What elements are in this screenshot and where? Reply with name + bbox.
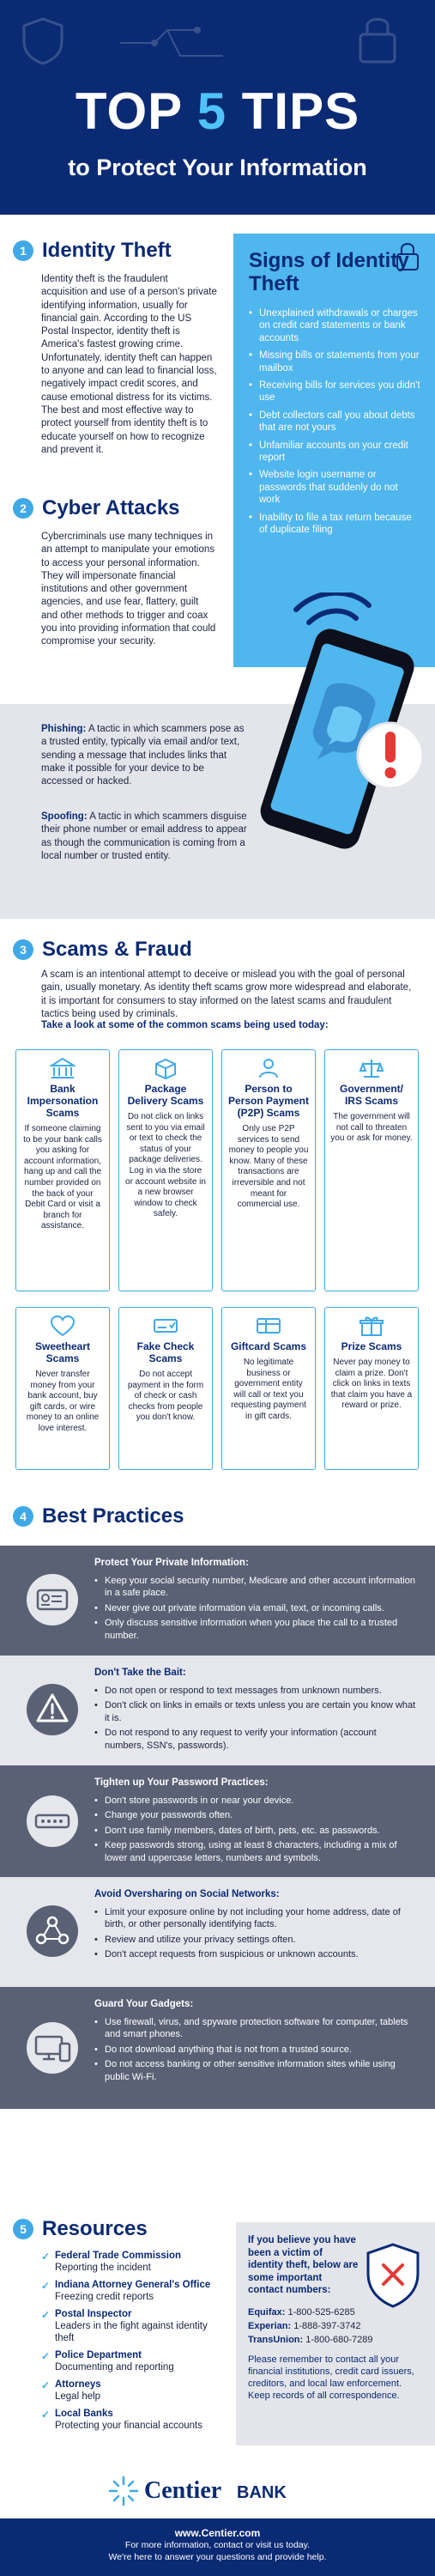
scam-card-prize (324, 1307, 419, 1470)
list-item: • Use firewall, virus, and spyware protection software for computer, tablets and smart phones. (94, 2016, 416, 2041)
resource-desc: Legal help (55, 2391, 101, 2402)
block-title: Don't Take the Bait: (94, 1668, 186, 1678)
list-item (41, 2250, 221, 2274)
phishing-text (41, 723, 247, 788)
devices-icon (26, 2021, 79, 2075)
cyber-body: Cybercriminals use many techniques in an attempt to manipulate your emotions to access your personal information. They will impersonate financial institutions and other government agencies, and use fear, flattery, guilt and other methods to trigger and coax you into providing information that could compromise your security. (41, 532, 216, 647)
victim-contact-box (236, 2222, 435, 2445)
resource-desc: Freezing credit reports (55, 2292, 154, 2302)
section-title: Resources (42, 2217, 148, 2240)
identity-body: Identity theft is the fraudulent acquisition and use of a person's private identifying information, usually for financial gain. According to the US Postal Inspector, identity theft is America's fastest growing crime. Unfortunately, identity theft can happen to anyone and can lead to financial loss, negatively impact credit scores, and cause emotional distress for its victims. The best and most effective way to protect yourself from identity theft is to educate yourself on how to recognize and prevent it. (41, 274, 217, 455)
card-desc: If someone claiming to be your bank calls you asking for account information, hang up and call the number provided on the back of your Debit Card or visit a branch for assistance. (23, 1124, 102, 1231)
section-resources-header (13, 2217, 148, 2241)
hero-banner (0, 0, 435, 215)
best-practice-social (0, 1877, 435, 1987)
best-practice-gadgets (0, 1987, 435, 2109)
phishing-desc: A tactic in which scammers pose as a trusted entity, typically via email and/or text, sending a message that includes links that make it possible for your device to be accessed or hacked. (41, 724, 245, 787)
card-title: Package Delivery Scams (127, 1083, 204, 1107)
scam-card-p2p (221, 1049, 316, 1291)
block-list (94, 1575, 416, 1644)
list-item: • Do not respond to any request to verify your information (account numbers, SSN's, passwords). (94, 1727, 416, 1752)
resources-list (41, 2250, 221, 2437)
list-item: • Don't accept requests from suspicious or unknown accounts. (94, 1948, 416, 1960)
check-icon: ✓ (41, 2251, 51, 2263)
resource-name: Attorneys (55, 2379, 101, 2390)
list-item: • Unfamiliar accounts on your credit report (249, 440, 421, 465)
phishing-label: Phishing: (41, 724, 87, 734)
scams-intro: Take a look at some of the common scams being used today: (41, 1020, 329, 1030)
contact-number: 1-800-525-6285 (287, 2306, 355, 2318)
scam-card-giftcard (221, 1307, 316, 1470)
heart-icon (50, 1315, 76, 1337)
list-item: • Only discuss sensitive information when you place the call to a trusted number. (94, 1617, 416, 1642)
social-network-icon (26, 1905, 79, 1958)
package-icon (153, 1057, 178, 1079)
list-item: • Don't click on links in emails or texts unless you are certain you know what it is. (94, 1699, 416, 1724)
block-list (94, 1795, 416, 1867)
scams-body: A scam is an intentional attempt to deceive or mislead you with the goal of personal gain, usually monetary. As identity theft scams grow more widespread and elaborate, it is important for consumers to stay informed on the latest scams and fraudulent tactics being used by criminals. (41, 969, 412, 1019)
list-item (41, 2349, 221, 2373)
check-icon: ✓ (41, 2280, 51, 2292)
resource-name: Police Department (55, 2350, 142, 2360)
section-title: Identity Theft (42, 239, 172, 262)
contact-row (248, 2319, 423, 2333)
block-list (94, 2016, 416, 2086)
best-practice-bait (0, 1656, 435, 1765)
check-icon: ✓ (41, 2409, 51, 2421)
list-item: • Don't store passwords in or near your device. (94, 1795, 416, 1807)
list-item: • Website login username or passwords that suddenly do not work (249, 469, 421, 506)
footer-line: We're here to answer your questions and provide help. (108, 2552, 327, 2562)
brand-suffix: BANK (236, 2483, 287, 2502)
list-item: • Receiving bills for services you didn't use (249, 380, 421, 404)
scales-icon (359, 1057, 384, 1079)
page-subtitle: to Protect Your Information (68, 155, 367, 180)
title-text: TOP (75, 82, 183, 140)
list-item: • Debt collectors call you about debts that are not yours (249, 410, 421, 434)
signs-title: Signs of Identity Theft (249, 249, 409, 295)
contact-label: Equifax: (248, 2306, 286, 2318)
section-number: 5 (13, 2219, 33, 2239)
resource-desc: Leaders in the fight against identity theft (55, 2321, 208, 2343)
card-desc: Only use P2P services to send money to people you know. Many of these transactions are irreversible and not meant for commercial use. (228, 1124, 309, 1210)
page-title (0, 84, 435, 139)
check-icon: ✓ (41, 2309, 51, 2321)
person-payment-icon (256, 1057, 281, 1079)
scam-card-fake-check (118, 1307, 213, 1470)
check-icon: ✓ (41, 2379, 51, 2391)
card-title: Giftcard Scams (230, 1340, 307, 1352)
card-title: Fake Check Scams (136, 1340, 195, 1364)
contact-number: 1-800-680-7289 (305, 2334, 373, 2345)
best-practice-password (0, 1765, 435, 1877)
section-title: Best Practices (42, 1504, 184, 1528)
resource-desc: Documenting and reporting (55, 2362, 174, 2372)
list-item: • Review and utilize your privacy settings often. (94, 1934, 416, 1946)
card-title: Prize Scams (341, 1340, 402, 1352)
scam-card-sweetheart (15, 1307, 110, 1470)
section-title: Cyber Attacks (42, 496, 180, 519)
list-item: • Missing bills or statements from your mailbox (249, 349, 421, 374)
website-link[interactable]: www.Centier.com (174, 2527, 261, 2539)
list-item: • Do not open or respond to text messages from unknown numbers. (94, 1685, 416, 1697)
section-title: Scams & Fraud (42, 938, 192, 961)
scam-card-package (118, 1049, 213, 1291)
contact-numbers (248, 2306, 423, 2347)
list-item: • Keep your social security number, Medicare and other account information in a safe place. (94, 1575, 416, 1600)
circuit-icon (120, 17, 223, 69)
title-number: 5 (196, 82, 227, 140)
phone-alert-illustration (249, 592, 435, 876)
block-title: Avoid Oversharing on Social Networks: (94, 1889, 280, 1899)
signs-list (249, 307, 421, 537)
list-item: • Keep passwords strong, using at least 8 characters, including a mix of lower and uppercase letters, numbers and symbols. (94, 1839, 416, 1864)
victim-heading: If you believe you have been a victim of identity theft, below are some important contact numbers: (248, 2235, 359, 2295)
password-icon (26, 1795, 79, 1848)
centier-logo (106, 2469, 329, 2513)
card-desc: Never pay money to claim a prize. Don't click on links in texts that claim you have a reward or prize. (330, 1358, 413, 1411)
shield-icon (17, 15, 69, 67)
card-desc: Do not click on links sent to you via email or text to check the status of your package deliveries. Log in via the store or account website in a new browser window to check safely. (125, 1112, 206, 1219)
bank-icon (50, 1057, 76, 1079)
section-number: 2 (13, 498, 33, 519)
resource-name: Indiana Attorney General's Office (55, 2280, 211, 2290)
section-identity-header (13, 239, 172, 263)
list-item (41, 2279, 221, 2303)
list-item (41, 2308, 221, 2344)
contact-row (248, 2333, 423, 2347)
block-title: Tighten up Your Password Practices: (94, 1777, 269, 1788)
card-desc: The government will not call to threaten you or ask for money. (330, 1112, 413, 1144)
spoofing-text (41, 811, 247, 863)
resource-name: Federal Trade Commission (55, 2251, 181, 2261)
lock-icon (339, 9, 416, 69)
brand-name: Centier (143, 2477, 221, 2504)
list-item: • Don't use family members, dates of birth, pets, etc. as passwords. (94, 1825, 416, 1837)
list-item: • Change your passwords often. (94, 1809, 416, 1821)
title-text-2: TIPS (241, 82, 360, 140)
resource-name: Local Banks (55, 2409, 113, 2419)
warning-icon (26, 1683, 79, 1736)
resource-name: Postal Inspector (55, 2309, 132, 2319)
giftcard-icon (256, 1315, 281, 1337)
check-document-icon (153, 1315, 178, 1337)
section-number: 1 (13, 240, 33, 261)
list-item: • Unexplained withdrawals or charges on credit card statements or bank accounts (249, 307, 421, 344)
list-item: • Inability to file a tax return because of duplicate filing (249, 512, 421, 537)
contact-label: Experian: (248, 2320, 292, 2331)
block-title: Guard Your Gadgets: (94, 1999, 194, 2009)
section-best-header (13, 1504, 184, 1528)
block-list (94, 1685, 416, 1754)
block-title: Protect Your Private Information: (94, 1558, 249, 1568)
section-scams-header (13, 938, 192, 962)
resource-desc: Protecting your financial accounts (55, 2421, 202, 2431)
contact-number: 1-888-397-3742 (293, 2320, 361, 2331)
footer (0, 2469, 435, 2576)
check-icon: ✓ (41, 2350, 51, 2362)
footer-line: For more information, contact or visit us today. (124, 2540, 311, 2550)
list-item: • Limit your exposure online by not including your home address, date of birth, or other personally identifying facts. (94, 1906, 416, 1931)
card-title: Person to Person Payment (P2P) Scams (227, 1083, 310, 1119)
section-number: 4 (13, 1506, 33, 1527)
block-list (94, 1906, 416, 1964)
shield-x-icon (363, 2241, 423, 2310)
id-card-icon (26, 1573, 79, 1626)
resource-desc: Reporting the incident (55, 2263, 151, 2273)
scam-card-government (324, 1049, 419, 1291)
list-item: • Do not access banking or other sensitive information sites while using public Wi-Fi. (94, 2058, 416, 2083)
best-practice-protect (0, 1546, 435, 1656)
section-number: 3 (13, 939, 33, 960)
card-desc: Do not accept payment in the form of check or cash checks from people you don't know. (127, 1370, 204, 1423)
card-title: Government/ IRS Scams (339, 1083, 403, 1107)
victim-footnote: Please remember to contact all your financial institutions, credit card issuers, creditors, and local law enforcement. Keep records of all correspondence. (248, 2354, 414, 2401)
scam-card-bank (15, 1049, 110, 1291)
list-item (41, 2408, 221, 2432)
card-desc: Never transfer money from your bank account, buy gift cards, or wire money to an online love interest. (26, 1370, 100, 1433)
spoofing-desc: A tactic in which scammers disguise their phone number or email address to appear as though the communication is coming from a local number or trusted entity. (41, 811, 247, 861)
gift-icon (359, 1315, 384, 1337)
padlock-icon (390, 239, 425, 273)
card-title: Bank Impersonation Scams (27, 1083, 99, 1119)
contact-label: TransUnion: (248, 2334, 304, 2345)
card-desc: No legitimate business or government entity will call or text you requesting payment in gift cards. (231, 1358, 306, 1421)
list-item: • Never give out private information via email, text, or incoming calls. (94, 1602, 416, 1614)
section-cyber-header (13, 496, 180, 520)
footer-band (0, 2518, 435, 2576)
list-item (41, 2379, 221, 2403)
brand-logo (0, 2469, 435, 2518)
spoofing-label: Spoofing: (41, 811, 88, 822)
card-title: Sweetheart Scams (34, 1340, 91, 1364)
list-item: • Do not download anything that is not from a trusted source. (94, 2044, 416, 2056)
